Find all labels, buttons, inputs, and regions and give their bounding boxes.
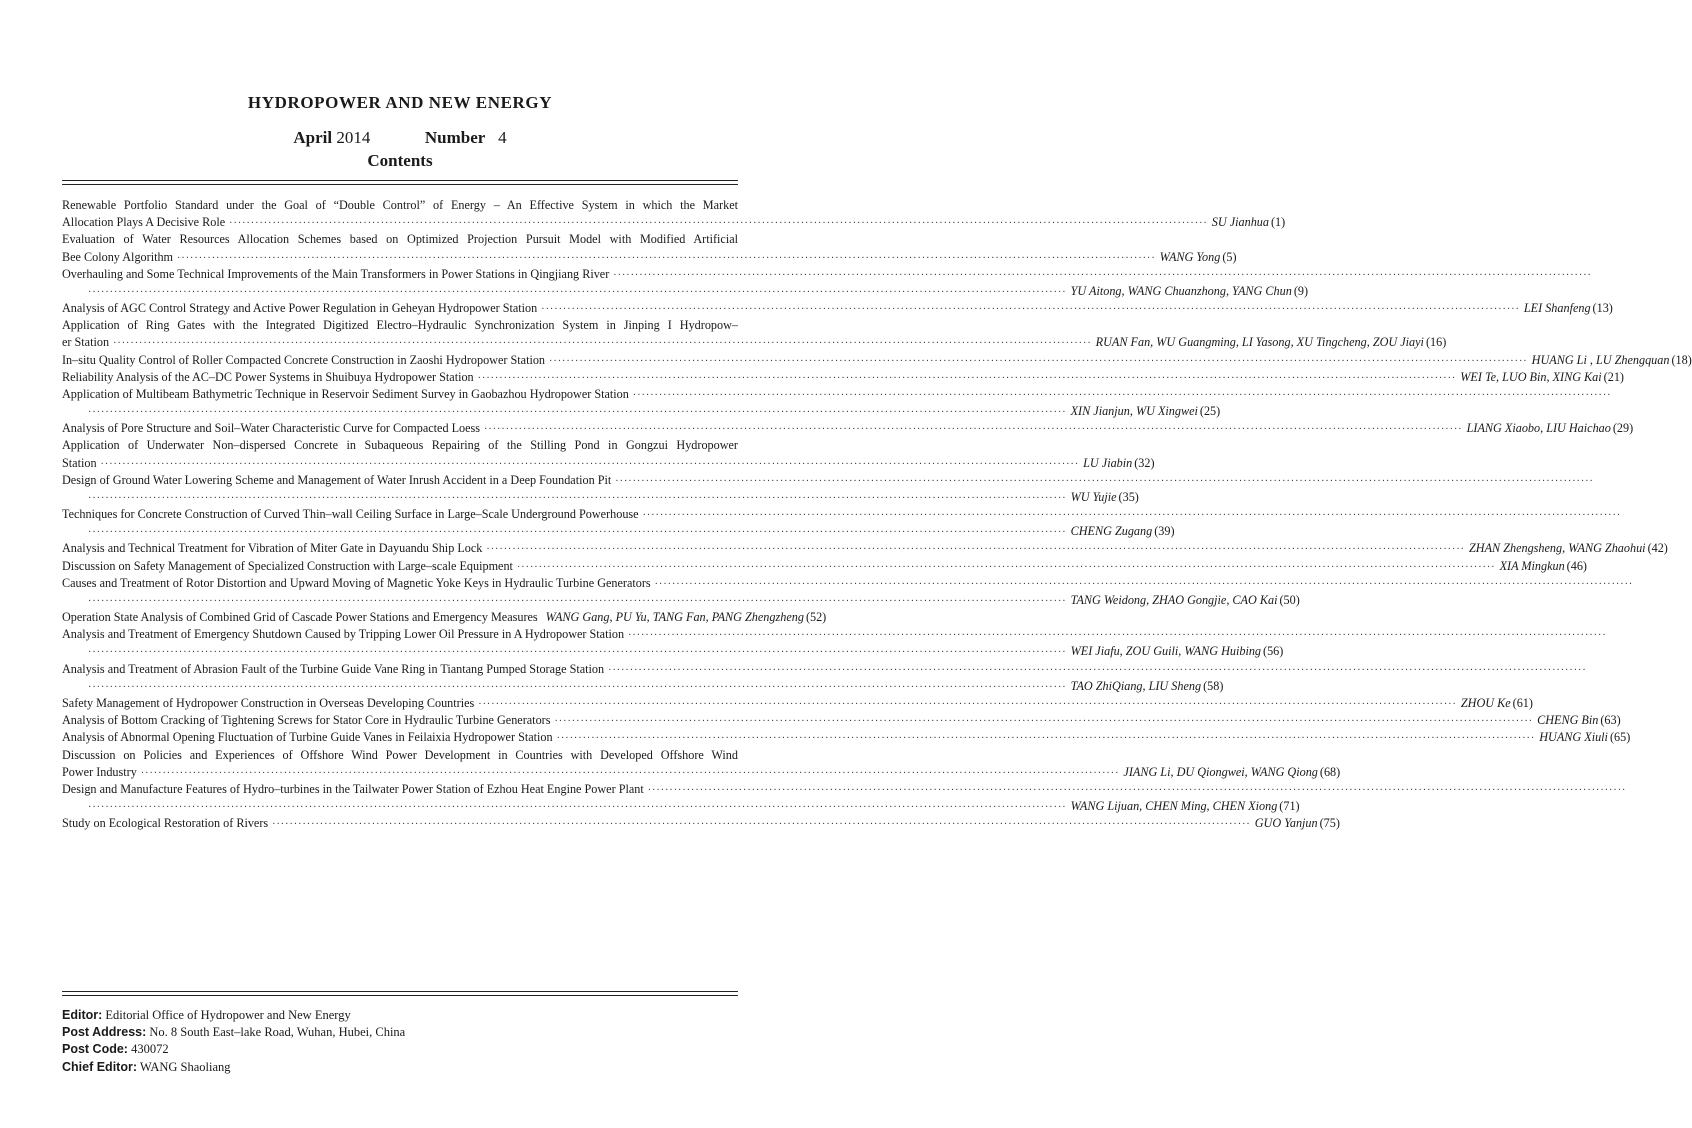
editorial-info-label: Chief Editor: [62, 1059, 137, 1074]
toc-title-line: Discussion on Policies and Experiences of Offshore Wind Power Development in Countries with Developed Offshore Wind [62, 747, 738, 762]
toc-title-line: Allocation Plays A Decisive Role ····· SU Jianhua (1) [62, 214, 738, 231]
toc-title-line: Study on Ecological Restoration of Rivers ····· GUO Yanjun (75) [62, 815, 738, 832]
toc-entry[interactable] [62, 197, 1286, 231]
toc-title-line: Application of Underwater Non–dispersed Concrete in Subaqueous Repairing of the Stilling Pond in Gongzui Hydropower [62, 438, 738, 453]
leader-dots [484, 421, 1463, 438]
editorial-info-value: WANG Shaoliang [139, 1059, 231, 1074]
leader-dots [648, 782, 1627, 799]
editorial-info-row [62, 1059, 738, 1076]
toc-authors: HUANG Xiuli [1539, 730, 1608, 745]
toc-authors: JIANG Li, DU Qiongwei, WANG Qiong [1123, 764, 1318, 779]
toc-page-number: (35) [1118, 489, 1139, 504]
leader-dots [229, 215, 1208, 232]
toc-title-line: In–situ Quality Control of Roller Compacted Concrete Construction in Zaoshi Hydropower Station ····· HUANG Li , LU Zhengquan (18) [62, 352, 738, 369]
leader-dots [177, 250, 1156, 267]
toc-entry[interactable] [62, 729, 1631, 746]
leader-dots [557, 730, 1536, 747]
toc-page-number: (5) [1222, 249, 1237, 264]
toc-title-line: Analysis of AGC Control Strategy and Active Power Regulation in Geheyan Hydropower Station ····· LEI Shanfeng (13) [62, 300, 738, 317]
toc-authors: TANG Weidong, ZHAO Gongjie, CAO Kai [1070, 592, 1278, 607]
toc-title-line: Causes and Treatment of Rotor Distortion and Upward Moving of Magnetic Yoke Keys in Hydraulic Turbine Generators ····· [62, 575, 738, 592]
issue-month: April [293, 128, 333, 147]
toc-entry[interactable] [62, 609, 827, 626]
editorial-info-row [62, 1007, 738, 1024]
leader-dots [655, 576, 1634, 593]
toc-entry[interactable] [62, 266, 1309, 300]
toc-title-line: Application of Ring Gates with the Integrated Digitized Electro–Hydraulic Synchronization System in Jinping I Hydropow– [62, 318, 738, 333]
toc-page-number: (68) [1319, 764, 1341, 779]
toc-entry[interactable] [62, 472, 1139, 506]
toc-entry[interactable] [62, 558, 1587, 575]
toc-authors: HUANG Li , LU Zhengquan [1531, 352, 1670, 367]
toc-page-number: (1) [1270, 215, 1286, 230]
leader-dots [88, 490, 1067, 507]
table-of-contents [62, 197, 1692, 832]
toc-authors: WEI Te, LUO Bin, XING Kai [1460, 369, 1602, 384]
toc-title-line: Analysis and Technical Treatment for Vibration of Miter Gate in Dayuandu Ship Lock ····· ZHAN Zhengsheng, WANG Zhaohui (42) [62, 540, 738, 557]
issue-number: 4 [498, 128, 507, 147]
toc-page-number: (61) [1512, 695, 1533, 710]
leader-dots [88, 593, 1067, 610]
leader-dots [613, 267, 1592, 284]
toc-entry[interactable] [62, 386, 1221, 420]
bottom-rule-inner [62, 995, 738, 996]
leader-dots [88, 404, 1067, 421]
top-rule-inner [62, 184, 738, 185]
toc-entry[interactable] [62, 437, 1155, 471]
leader-dots [633, 387, 1612, 404]
toc-title-line: Analysis and Treatment of Emergency Shutdown Caused by Tripping Lower Oil Pressure in A Hydropower Station ····· [62, 626, 738, 643]
issue-line [62, 128, 738, 148]
toc-title-line: Analysis of Abnormal Opening Fluctuation of Turbine Guide Vanes in Feilaixia Hydropower Station ····· HUANG Xiuli (65) [62, 729, 738, 746]
toc-title-line: Evaluation of Water Resources Allocation Schemes based on Optimized Projection Pursuit Model with Modified Artificial [62, 232, 738, 247]
leader-dots [517, 559, 1496, 576]
toc-page-number: (29) [1612, 421, 1634, 436]
toc-entry[interactable] [62, 300, 1613, 317]
editorial-info-value: Editorial Office of Hydropower and New Energy [105, 1008, 351, 1022]
toc-page-number: (75) [1319, 816, 1340, 831]
toc-entry[interactable] [62, 747, 1341, 781]
toc-page-number: (21) [1603, 369, 1624, 384]
toc-entry[interactable] [62, 352, 1692, 369]
leader-dots [88, 284, 1067, 301]
leader-dots [88, 799, 1067, 816]
toc-title-line: Analysis and Treatment of Abrasion Fault of the Turbine Guide Vane Ring in Tiantang Pumped Storage Station ····· [62, 661, 738, 678]
toc-author-line [62, 283, 1309, 300]
toc-authors: WANG Gang, PU Yu, TANG Fan, PANG Zhengzheng [545, 610, 804, 625]
toc-author-line [62, 489, 1139, 506]
toc-authors: ZHAN Zhengsheng, WANG Zhaohui [1469, 541, 1646, 556]
toc-author-line [62, 678, 1224, 695]
toc-author-line [62, 403, 1221, 420]
leader-dots [88, 524, 1067, 541]
bottom-rule [62, 991, 738, 992]
toc-entry[interactable] [62, 369, 1624, 386]
toc-title-line: Application of Multibeam Bathymetric Technique in Reservoir Sediment Survey in Gaobazhou Hydropower Station ····· [62, 386, 738, 403]
editorial-info-label: Editor: [62, 1008, 103, 1022]
leader-dots [608, 662, 1587, 679]
toc-page-number: (42) [1647, 541, 1668, 556]
leader-dots [272, 816, 1251, 833]
toc-page-number: (63) [1600, 713, 1621, 728]
toc-title-line: Safety Management of Hydropower Construction in Overseas Developing Countries ····· ZHOU Ke (61) [62, 695, 738, 712]
toc-authors: WANG Lijuan, CHEN Ming, CHEN Xiong [1070, 799, 1278, 814]
toc-page-number: (50) [1279, 592, 1300, 607]
toc-page-number: (71) [1279, 799, 1300, 814]
toc-entry[interactable] [62, 781, 1300, 815]
editorial-info-label: Post Address: [62, 1025, 147, 1040]
toc-authors: XIN Jianjun, WU Xingwei [1070, 404, 1198, 419]
toc-page-number: (18) [1671, 352, 1692, 367]
contents-heading: Contents [367, 151, 433, 170]
editorial-info-row [62, 1041, 738, 1058]
toc-title-line: Design and Manufacture Features of Hydro–turbines in the Tailwater Power Station of Ezhou Heat Engine Power Plant ····· [62, 781, 738, 798]
leader-dots [141, 765, 1120, 782]
toc-authors: WEI Jiafu, ZOU Guili, WANG Huibing [1070, 644, 1262, 659]
toc-page-number: (39) [1154, 524, 1175, 539]
toc-entry[interactable] [62, 712, 1621, 729]
toc-authors: YU Aitong, WANG Chuanzhong, YANG Chun [1070, 283, 1292, 298]
toc-title-line: Techniques for Concrete Construction of Curved Thin–wall Ceiling Surface in Large–Scale Underground Powerhouse ····· [62, 506, 738, 523]
toc-title-line: Power Industry ····· JIANG Li, DU Qiongwei, WANG Qiong (68) [62, 764, 738, 781]
toc-title-line: Overhauling and Some Technical Improvements of the Main Transformers in Power Stations in Qingjiang River ····· [62, 266, 738, 283]
toc-authors: WANG Yong [1159, 249, 1221, 264]
toc-authors: SU Jianhua [1211, 215, 1269, 230]
leader-dots [88, 644, 1067, 661]
issue-year: 2014 [336, 128, 371, 147]
leader-dots [88, 679, 1067, 696]
toc-authors: GUO Yanjun [1254, 816, 1318, 831]
toc-authors: XIA Mingkun [1499, 558, 1565, 573]
editorial-info-value: 430072 [131, 1042, 169, 1057]
toc-title-line: Design of Ground Water Lowering Scheme and Management of Water Inrush Accident in a Deep Foundation Pit ····· [62, 472, 738, 489]
toc-page-number: (58) [1203, 678, 1224, 693]
toc-page-number: (56) [1263, 644, 1284, 659]
toc-authors: LEI Shanfeng [1523, 301, 1591, 316]
toc-title-line: Reliability Analysis of the AC–DC Power Systems in Shuibuya Hydropower Station ····· WEI Te, LUO Bin, XING Kai (21) [62, 369, 738, 386]
editorial-info [62, 1007, 738, 1076]
toc-title-line: er Station ····· RUAN Fan, WU Guangming, LI Yasong, XU Tingcheng, ZOU Jiayi (16) [62, 334, 738, 351]
toc-entry[interactable] [62, 231, 1237, 265]
editorial-info-row [62, 1024, 738, 1041]
toc-authors: LIANG Xiaobo, LIU Haichao [1466, 421, 1611, 436]
toc-title-line: Discussion on Safety Management of Specialized Construction with Large–scale Equipment ····· XIA Mingkun (46) [62, 558, 738, 575]
toc-title-line: Analysis of Bottom Cracking of Tightening Screws for Stator Core in Hydraulic Turbine Generators ····· CHENG Bin (63) [62, 712, 738, 729]
toc-entry[interactable] [62, 661, 1224, 695]
toc-entry[interactable] [62, 626, 1284, 660]
toc-authors: ZHOU Ke [1460, 695, 1511, 710]
toc-page-number: (9) [1293, 283, 1309, 298]
toc-page-number: (32) [1134, 455, 1155, 470]
leader-dots [643, 507, 1622, 524]
issue-number-label: Number [424, 128, 486, 147]
leader-dots [541, 301, 1520, 318]
toc-page-number: (13) [1592, 301, 1613, 316]
toc-title-line: Operation State Analysis of Combined Grid of Cascade Power Stations and Emergency Measures WANG Gang, PU Yu, TANG Fan, PANG Zhengzheng (52) [62, 609, 738, 626]
toc-authors: RUAN Fan, WU Guangming, LI Yasong, XU Tingcheng, ZOU Jiayi [1095, 335, 1424, 350]
top-rule [62, 180, 738, 181]
toc-title-line: Bee Colony Algorithm ····· WANG Yong (5) [62, 249, 738, 266]
toc-title-line: Renewable Portfolio Standard under the Goal of “Double Control” of Energy – An Effective System in which the Market [62, 198, 738, 212]
toc-entry[interactable] [62, 317, 1447, 351]
toc-authors: LU Jiabin [1083, 455, 1133, 470]
toc-page-number: (16) [1425, 335, 1447, 350]
toc-page-number: (52) [805, 610, 827, 625]
toc-title-line: Analysis of Pore Structure and Soil–Water Characteristic Curve for Compacted Loess ····· LIANG Xiaobo, LIU Haichao (29) [62, 420, 738, 437]
toc-authors: TAO ZhiQiang, LIU Sheng [1070, 678, 1202, 693]
toc-author-line [62, 523, 1175, 540]
editorial-info-value: No. 8 South East–lake Road, Wuhan, Hubei, China [149, 1025, 406, 1040]
toc-page-number: (46) [1566, 558, 1587, 573]
toc-author-line [62, 592, 1300, 609]
toc-page-number: (25) [1199, 404, 1221, 419]
leader-dots [478, 370, 1457, 387]
toc-author-line [62, 798, 1300, 815]
leader-dots [549, 353, 1528, 370]
leader-dots [554, 713, 1533, 730]
toc-entry[interactable] [62, 575, 1300, 609]
toc-authors: WU Yujie [1070, 489, 1117, 504]
toc-author-line [62, 643, 1284, 660]
toc-authors: CHENG Zugang [1070, 524, 1153, 539]
toc-entry[interactable] [62, 506, 1175, 540]
leader-dots [113, 335, 1092, 352]
leader-dots [478, 696, 1457, 713]
leader-dots [486, 541, 1465, 558]
leader-dots [615, 473, 1594, 490]
toc-page-number: (65) [1609, 730, 1631, 745]
toc-entry[interactable] [62, 540, 1668, 557]
toc-entry[interactable] [62, 420, 1634, 437]
toc-entry[interactable] [62, 695, 1533, 712]
leader-dots [101, 456, 1080, 473]
editorial-info-label: Post Code: [62, 1042, 128, 1057]
toc-entry[interactable] [62, 815, 1340, 832]
toc-title-line: Station ····· LU Jiabin (32) [62, 455, 738, 472]
leader-dots [628, 627, 1607, 644]
journal-title: HYDROPOWER AND NEW ENERGY [247, 93, 553, 112]
toc-authors: CHENG Bin [1537, 713, 1599, 728]
